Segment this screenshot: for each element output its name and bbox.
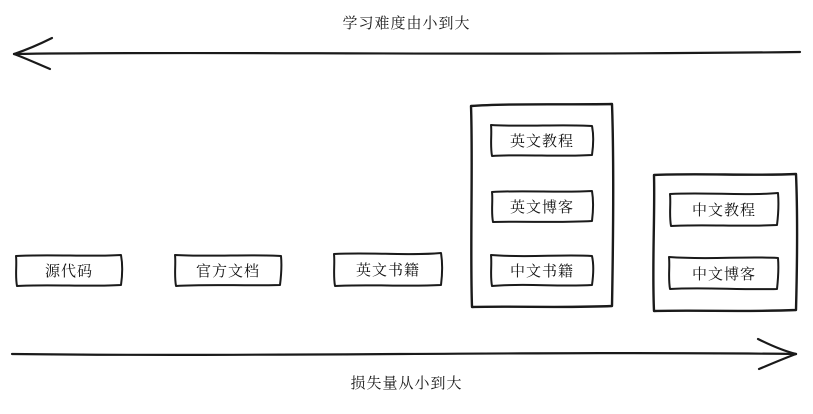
node-english-books[interactable] bbox=[332, 250, 444, 288]
node-label: 中文教程 bbox=[691, 201, 756, 219]
node-label: 官方文档 bbox=[195, 262, 260, 280]
node-chinese-books[interactable] bbox=[489, 252, 595, 288]
node-label: 英文教程 bbox=[509, 132, 574, 150]
node-chinese-blogs[interactable] bbox=[667, 254, 781, 292]
top-axis-caption: 学习难度由小到大 bbox=[342, 15, 471, 32]
node-label: 英文书籍 bbox=[355, 261, 420, 279]
node-english-blogs[interactable] bbox=[489, 188, 595, 224]
node-official-docs[interactable] bbox=[172, 252, 284, 288]
node-english-tutorials[interactable] bbox=[489, 122, 595, 158]
node-chinese-tutorials[interactable] bbox=[667, 190, 781, 228]
node-source-code[interactable] bbox=[14, 252, 124, 288]
node-label: 源代码 bbox=[44, 262, 93, 280]
node-label: 英文博客 bbox=[509, 198, 574, 216]
node-label: 中文博客 bbox=[691, 265, 756, 283]
bottom-axis-caption: 损失量从小到大 bbox=[350, 375, 463, 392]
bottom-axis-arrow bbox=[0, 332, 813, 377]
node-label: 中文书籍 bbox=[509, 262, 574, 280]
top-axis-arrow bbox=[0, 32, 813, 77]
